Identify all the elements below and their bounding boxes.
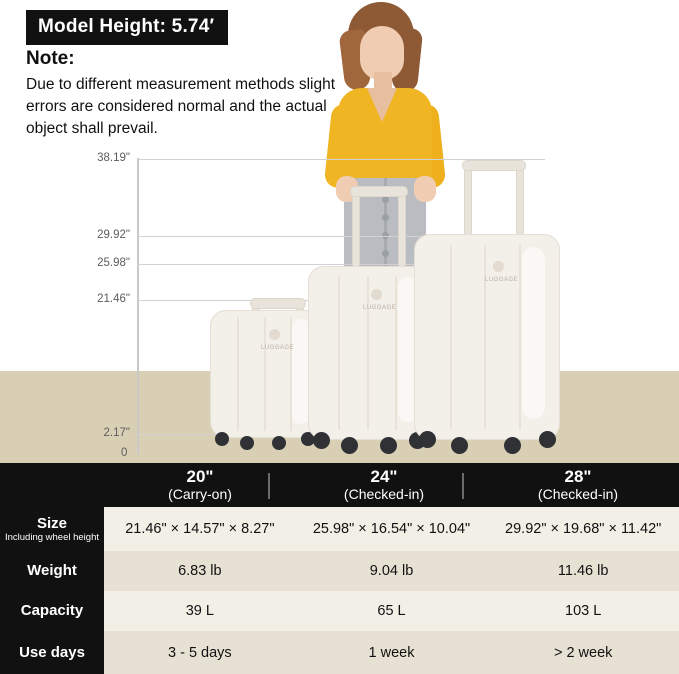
model-hand-right — [414, 176, 436, 202]
cell-size-20: 21.46" × 14.57" × 8.27" — [125, 521, 275, 537]
case-rib — [367, 276, 369, 431]
row-label-size — [0, 507, 104, 551]
case-rib — [484, 245, 486, 429]
case-badge — [269, 329, 280, 340]
handle-post-right — [398, 188, 406, 268]
cell-usedays-20: 3 - 5 days — [168, 644, 232, 661]
handle-post-right — [516, 162, 524, 236]
axis-tick-label: 29.92" — [97, 229, 130, 241]
column-size: 28" — [564, 467, 592, 486]
case-rib — [237, 317, 239, 430]
case-rib — [395, 276, 397, 431]
suitcase-20-body — [210, 310, 322, 438]
row-label-capacity — [0, 591, 104, 631]
note-heading: Note: — [26, 48, 75, 69]
handle-grip — [250, 298, 306, 309]
handle-post-left — [464, 162, 472, 236]
wheel — [504, 437, 521, 454]
spec-table — [0, 463, 679, 674]
wheel — [240, 436, 254, 450]
table-row — [0, 591, 679, 631]
case-rib — [290, 317, 292, 430]
spec-table-header — [0, 463, 679, 507]
column-header-24 — [288, 467, 480, 503]
table-row — [0, 551, 679, 591]
header-divider — [462, 473, 464, 499]
row-label-text: Size — [36, 514, 67, 532]
axis-tick-label: 21.46" — [97, 293, 130, 305]
case-logo: LUGGAGE — [485, 277, 519, 283]
case-logo: LUGGAGE — [261, 345, 295, 351]
case-highlight — [522, 247, 545, 418]
wheel — [380, 437, 397, 454]
case-rib — [450, 245, 452, 429]
suitcase-24-body — [308, 266, 430, 440]
table-row — [0, 631, 679, 674]
wheel — [272, 436, 286, 450]
skirt-button — [382, 250, 389, 257]
axis-tick-label: 38.19" — [97, 152, 130, 164]
model-height-badge: Model Height: 5.74′ — [26, 10, 228, 45]
wheel — [539, 431, 556, 448]
measurement-axis — [137, 158, 139, 454]
skirt-button — [382, 196, 389, 203]
row-label-use-days — [0, 631, 104, 674]
handle-grip — [350, 186, 408, 197]
skirt-button — [382, 214, 389, 221]
row-label-text: Weight — [27, 562, 77, 579]
axis-tick-label: 25.98" — [97, 257, 130, 269]
wheel — [313, 432, 330, 449]
case-badge — [493, 261, 504, 272]
cell-weight-28: 11.46 lb — [557, 563, 609, 579]
row-sublabel-text: Including wheel height — [4, 531, 99, 543]
row-label-weight — [0, 551, 104, 591]
wheel — [419, 431, 436, 448]
note-body: Due to different measurement methods slight errors are considered normal and the actual object shall prevail. — [26, 76, 336, 137]
column-type: (Checked-in) — [537, 486, 619, 502]
case-badge — [371, 289, 382, 300]
column-size: 24" — [370, 467, 398, 486]
case-rib — [519, 245, 521, 429]
row-label-text: Use days — [19, 643, 85, 661]
case-logo: LUGGAGE — [363, 305, 397, 311]
axis-tick-label: 2.17" — [103, 427, 130, 439]
column-size: 20" — [186, 467, 214, 486]
cell-usedays-28: > 2 week — [553, 644, 613, 661]
suitcase-28-body — [414, 234, 560, 440]
handle-post-left — [352, 188, 360, 268]
column-header-28 — [482, 467, 674, 503]
cell-weight-24: 9.04 lb — [369, 563, 414, 579]
row-label-text: Capacity — [20, 602, 84, 619]
cell-capacity-24: 65 L — [377, 603, 406, 619]
axis-zero-label: 0 — [121, 447, 128, 459]
case-rib — [338, 276, 340, 431]
cell-usedays-24: 1 week — [368, 644, 415, 661]
cell-weight-20: 6.83 lb — [178, 563, 222, 579]
wheel — [451, 437, 468, 454]
case-rib — [264, 317, 266, 430]
header-divider — [268, 473, 270, 499]
wheel — [215, 432, 229, 446]
column-type: (Checked-in) — [343, 486, 425, 502]
cell-size-28: 29.92" × 19.68" × 11.42" — [505, 521, 662, 537]
cell-size-24: 25.98" × 16.54" × 10.04" — [312, 521, 471, 537]
column-type: (Carry-on) — [168, 486, 232, 502]
table-row — [0, 507, 679, 551]
cell-capacity-20: 39 L — [185, 603, 214, 619]
wheel — [341, 437, 358, 454]
cell-capacity-28: 103 L — [565, 603, 602, 619]
handle-grip — [462, 160, 526, 171]
